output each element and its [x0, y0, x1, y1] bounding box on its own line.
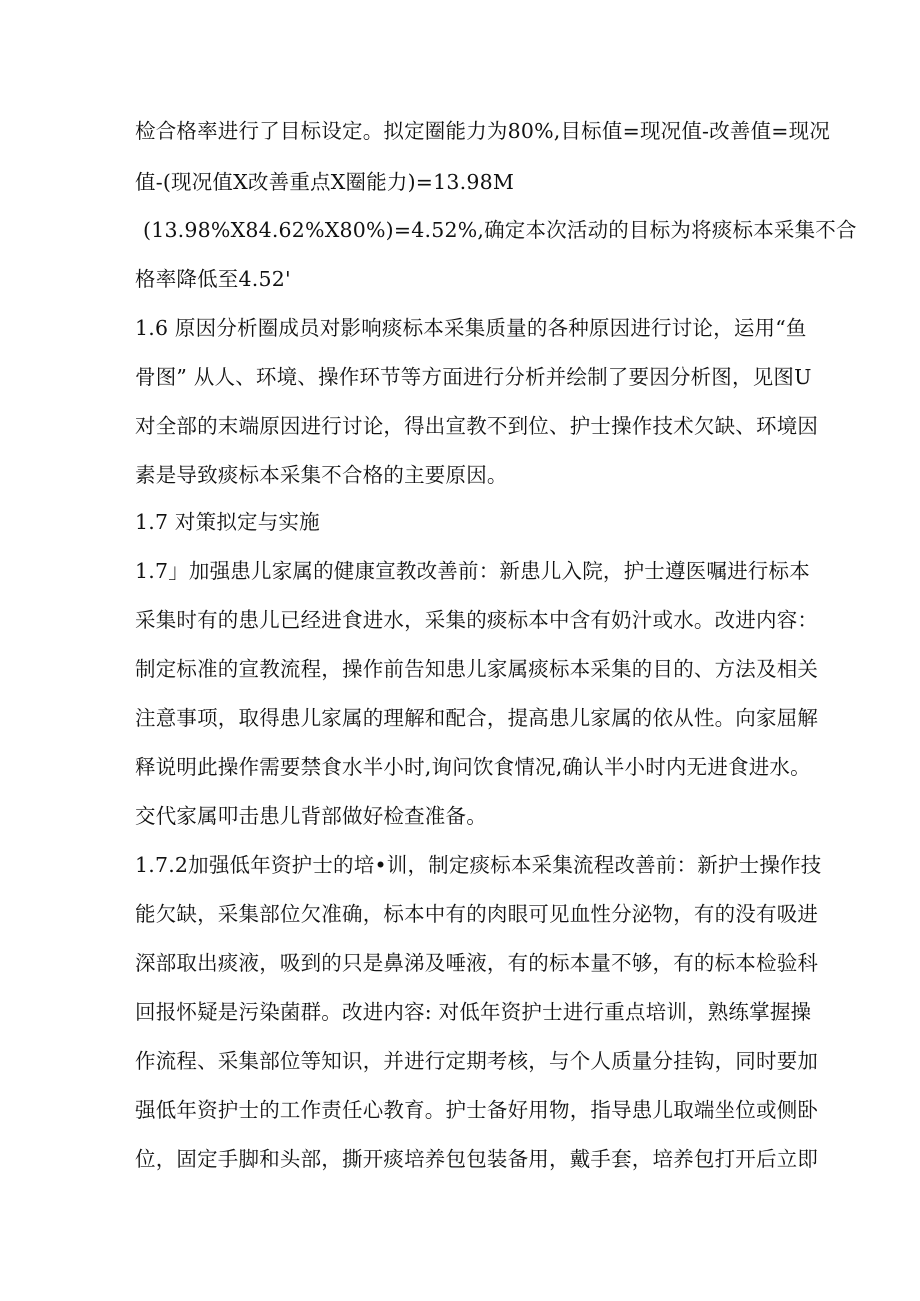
text-line: 素是导致痰标本采集不合格的主要原因。 — [135, 463, 508, 487]
text-line: 对全部的末端原因进行讨论，得出宣教不到位、护士操作技术欠缺、环境因 — [135, 414, 819, 438]
text-line: 值-(现况值X改善重点X圈能力)=13.98M — [135, 170, 515, 194]
text-line: 释说明此操作需要禁食水半小时,询问饮食情况,确认半小时内无进食进水。 — [135, 755, 811, 779]
text-line: 检合格率进行了目标设定。拟定圈能力为80%,目标值=现况值-改善值=现况 — [135, 119, 831, 143]
text-line: 能欠缺，采集部位欠准确，标本中有的肉眼可见血性分泌物，有的没有吸进 — [135, 902, 819, 926]
text-line: 深部取出痰液，吸到的只是鼻涕及唾液，有的标本量不够，有的标本检验科 — [135, 951, 819, 975]
subsection-1-7-2-line: 1.7.2加强低年资护士的培•训，制定痰标本采集流程改善前：新护士操作技 — [135, 853, 822, 877]
section-1-6-line: 1.6 原因分析圈成员对影响痰标本采集质量的各种原因进行讨论，运用“鱼 — [135, 316, 807, 340]
text-line: 回报怀疑是污染菌群。改进内容: 对低年资护士进行重点培训，熟练掌握操 — [135, 1000, 812, 1024]
text-line: 采集时有的患儿已经进食进水，采集的痰标本中含有奶汁或水。改进内容： — [135, 608, 819, 632]
text-line: 格率降低至4.52' — [135, 267, 291, 291]
text-line: 注意事项，取得患儿家属的理解和配合，提高患儿家属的依从性。向家屈解 — [135, 706, 819, 730]
text-line: 制定标准的宣教流程，操作前告知患儿家属痰标本采集的目的、方法及相关 — [135, 657, 819, 681]
text-line: 骨图” 从人、环境、操作环节等方面进行分析并绘制了要因分析图，见图U — [135, 365, 812, 389]
text-line: 位，固定手脚和头部，撕开痰培养包包装备用，戴手套，培养包打开后立即 — [135, 1147, 819, 1171]
text-line: 作流程、采集部位等知识，并进行定期考核，与个人质量分挂钩，同时要加 — [135, 1049, 819, 1073]
text-line: 强低年资护士的工作责任心教育。护士备好用物，指导患儿取端坐位或侧卧 — [135, 1098, 819, 1122]
section-heading-1-7: 1.7 对策拟定与实施 — [135, 510, 320, 534]
subsection-1-7-1-line: 1.7」加强患儿家属的健康宣教改善前：新患儿入院，护士遵医嘱进行标本 — [135, 559, 810, 583]
text-line: 交代家属叩击患儿背部做好检查准备。 — [135, 804, 487, 828]
text-line: (13.98%X84.62%X80%)=4.52%,确定本次活动的目标为将痰标本采集不合 — [143, 218, 857, 242]
